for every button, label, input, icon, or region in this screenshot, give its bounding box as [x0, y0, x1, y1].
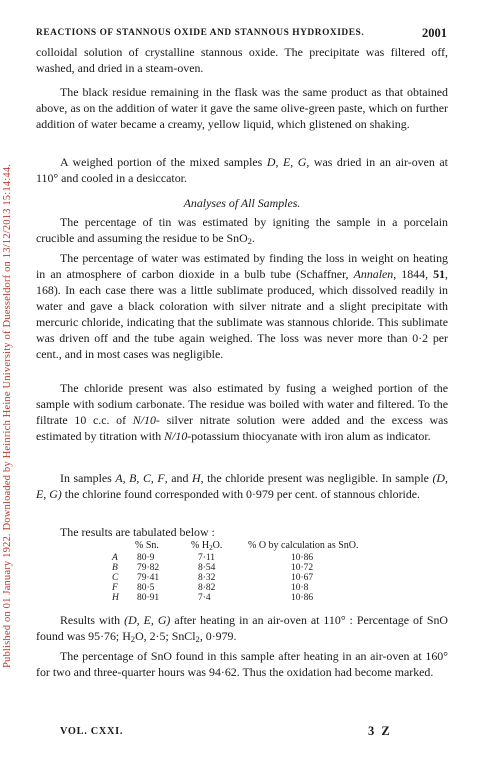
paragraph-black-residue: The black residue remaining in the flask was the same product as that obtained above, as on the addition of water it gave the same olive-green paste, which on further addition of water became a creamy, yellow liquid, which glistened on shaking.	[36, 85, 448, 132]
paragraph-results-110	[36, 612, 448, 644]
text-run: , the chloride present was negligible. In sample	[200, 471, 433, 485]
text-run: , 1844,	[393, 267, 434, 282]
table-cell: 10·67	[291, 573, 314, 583]
text-run: A weighed portion of the mixed samples	[60, 155, 267, 169]
header-text: % H	[191, 540, 210, 551]
concentration-label: N/10	[164, 429, 188, 444]
text-run: -potassium thiocyanate with iron alum as indicator.	[187, 429, 431, 444]
table-cell: 79·41	[137, 573, 160, 583]
subscript: 2	[247, 236, 252, 247]
paragraph-chloride-results	[36, 470, 448, 502]
text-run: , 168). In each case there was a little sublimate produced, which dissolved readily in water and gave a black coloration with silver nitrate and a slight precipitate with mercuric chloride, indicating that the sublimate was stannous chloride. This sublimate was driven off and the tube again weighed. The loss was never more than 0·2 per cent., and in most cases was negligible.	[36, 267, 448, 362]
table-cell: 10·86	[291, 553, 314, 563]
paragraph-tin-estimation	[36, 214, 448, 246]
sample-labels: (D, E, G)	[36, 471, 448, 502]
paragraph-chloride-estimation	[36, 380, 448, 444]
page-number: 2001	[422, 26, 447, 40]
table-cell: 10·72	[291, 563, 314, 573]
journal-name: Annalen	[353, 267, 394, 282]
header-text: O.	[212, 540, 223, 551]
table-column-sn	[135, 540, 159, 603]
table-cell: H	[112, 593, 119, 603]
text-run: , and	[164, 471, 192, 485]
table-cell: F	[112, 583, 118, 593]
text-run: silver nitrate solution were added and the excess was estimated by titration with	[36, 413, 448, 444]
text-run: O, 2·5; SnCl	[135, 629, 196, 644]
provenance-text: Published on 01 January 1922. Downloaded by Heinrich Heine University of Duesseldorf on 13/12/2013 15:14:44.	[2, 163, 13, 668]
table-cell: 8·82	[198, 583, 216, 593]
table-cell: B	[112, 563, 118, 573]
table-cell: 7·4	[198, 593, 211, 603]
table-header-sn: % Sn.	[135, 540, 159, 551]
running-head	[36, 26, 447, 42]
text-run: In samples	[60, 471, 116, 485]
footer-volume: VOL. CXXI.	[60, 726, 124, 737]
sample-label: H	[191, 471, 201, 485]
journal-volume: 51	[433, 267, 446, 282]
sample-labels: (D, E, G)	[124, 613, 171, 627]
paragraph-table-intro: The results are tabulated below :	[60, 525, 215, 539]
text-run: The percentage of water was estimated by finding the loss in weight on heating in an atmosphere of carbon dioxide in a bulb tube (Schaffner,	[36, 251, 448, 282]
text-run: after heating in an air-oven at 110° : Percentage of SnO found was 95·76; H	[36, 613, 448, 644]
subscript: 2	[195, 634, 200, 645]
text-run: Results with	[60, 613, 125, 627]
paragraph-continuation: colloidal solution of crystalline stannous oxide. The precipitate was filtered off, washed, and dried in a steam-oven.	[36, 45, 448, 76]
table-cell: 80·5	[137, 583, 155, 593]
download-provenance-sidebar	[1, 8, 15, 668]
table-cell: 80·9	[137, 553, 155, 563]
table-cell: 8·54	[198, 563, 216, 573]
table-cell: 10·8	[291, 583, 309, 593]
paragraph-water-estimation	[36, 250, 448, 362]
footer-signature: 3 Z	[368, 724, 392, 738]
text-run: the chlorine found corresponded with 0·979 per cent. of stannous chloride.	[61, 487, 421, 502]
table-column-sample	[112, 540, 119, 603]
table-cell: C	[112, 573, 119, 583]
text-run: The chloride present was also estimated by fusing a weighed portion of the sample with sodium carbonate. The residue was boiled with water and filtered. To the filtrate 10 c.c. of	[36, 381, 448, 428]
running-title: REACTIONS OF STANNOUS OXIDE AND STANNOUS HYDROXIDES.	[36, 28, 365, 38]
paragraph-weighed-portion	[36, 154, 448, 186]
table-cell: 80·91	[137, 593, 160, 603]
text-run: The percentage of tin was estimated by igniting the sample in a porcelain crucible and assuming the residue to be SnO	[36, 215, 448, 246]
text-run: .	[251, 231, 255, 246]
table-column-oxygen	[248, 540, 359, 603]
concentration-label: N/10-	[132, 413, 160, 428]
sample-labels: D, E, G,	[266, 155, 310, 169]
subscript: 2	[209, 544, 213, 552]
table-cell: 79·82	[137, 563, 160, 573]
table-cell: A	[112, 553, 118, 563]
table-cell: 10·86	[291, 593, 314, 603]
sample-labels: A, B, C, F	[115, 471, 165, 485]
table-cell: 7·11	[198, 553, 216, 563]
table-header-oxygen: % O by calculation as SnO.	[248, 540, 359, 551]
results-table	[112, 540, 412, 610]
table-cell: 8·32	[198, 573, 216, 583]
subscript: 2	[130, 634, 136, 645]
paragraph-results-160: The percentage of SnO found in this sample after heating in an air-oven at 160° for two and three-quarter hours was 94·62. Thus the oxidation had become marked.	[36, 649, 448, 680]
table-column-h2o	[191, 540, 222, 603]
text-run: was dried in an air-oven at 110° and cooled in a desiccator.	[36, 155, 448, 186]
section-heading: Analyses of All Samples.	[183, 196, 301, 210]
table-header-h2o	[191, 540, 222, 553]
text-run: , 0·979.	[199, 629, 237, 644]
